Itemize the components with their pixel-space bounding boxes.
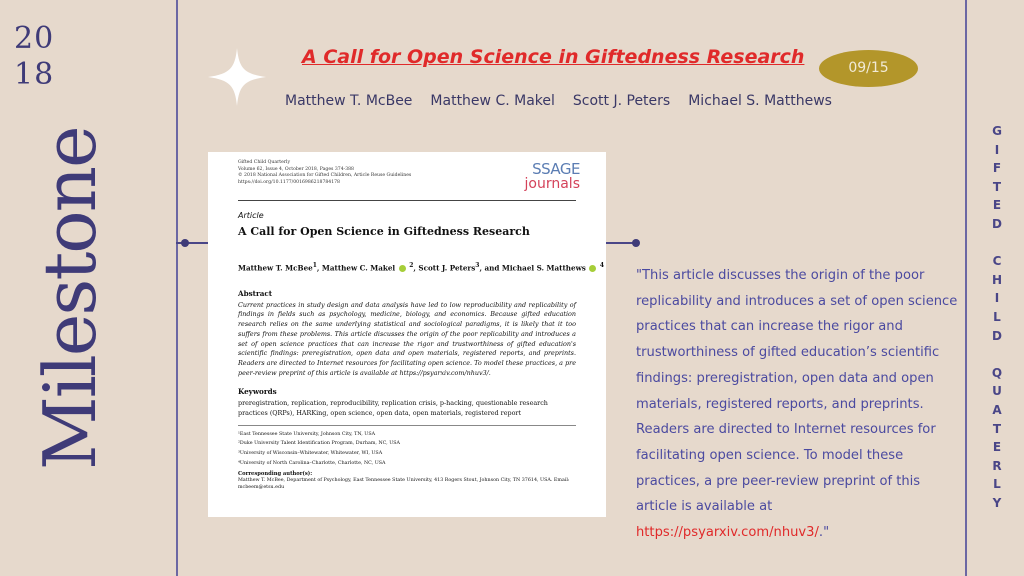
left-connector-dot [181, 239, 189, 247]
quote-text: "This article discusses the origin of the poor replicability and introduces a set of open science practices that can increase the rigor and trustworthiness of gifted education’s scientific findings: preregistration, open data and open materials, registered reports, and preprints. Readers are directed to Internet resources for facilitating open science. To model these practices, a pre peer-review preprint of this article is available at [636, 268, 958, 515]
sage-logo-top: SSAGE [532, 160, 580, 178]
paper-authors [238, 262, 605, 273]
side-title-letter: L [993, 309, 1001, 324]
side-title-gap [990, 345, 1004, 364]
side-title-gap [990, 234, 1004, 253]
paper-divider [238, 425, 576, 426]
right-connector-dot [632, 239, 640, 247]
side-title-letter: I [994, 291, 1000, 306]
side-title-letter: L [993, 477, 1001, 492]
side-title-letter: G [992, 124, 1002, 138]
paper-doi: https://doi.org/10.1177/0016986218784178 [238, 179, 340, 185]
sage-logo-bottom: journals [524, 176, 580, 192]
paper-author: , Scott J. Peters [413, 263, 476, 273]
paper-author: Matthew T. McBee [238, 263, 313, 273]
year-bottom: 18 [14, 57, 55, 92]
side-title-letter: T [992, 179, 1002, 194]
paper-author-sup: 1 [312, 262, 317, 270]
side-title-letter: T [992, 421, 1002, 436]
paper-abstract-heading: Abstract [238, 288, 273, 298]
side-title-letter: U [992, 384, 1002, 399]
article-title: A Call for Open Science in Giftedness Research [302, 46, 805, 68]
side-title-letter: C [992, 254, 1002, 269]
paper-volume: Volume 62, Issue 4, October 2018, Pages 374-388 [238, 166, 354, 172]
paper-journal: Gifted Child Quarterly [238, 160, 291, 165]
side-title-letter: R [992, 458, 1002, 473]
author-name: Matthew T. McBee [285, 93, 413, 109]
paper-divider [238, 200, 576, 201]
paper-author: , Matthew C. Makel [316, 263, 396, 273]
paper-affiliation: ⁴University of North Carolina–Charlotte, Charlotte, NC, USA [238, 460, 386, 466]
paper-screenshot [208, 152, 606, 517]
right-border-line [965, 0, 967, 576]
paper-author-sup: 3 [475, 262, 480, 270]
side-title-letter: F [992, 161, 1002, 176]
milestone-vertical-title: Milestone [28, 127, 112, 470]
paper-affiliation: ²Duke University Talent Identification Program, Durham, NC, USA [238, 441, 401, 447]
abstract-quote [636, 263, 964, 546]
side-title-letter: E [992, 198, 1002, 213]
paper-affiliations [238, 430, 576, 468]
paper-copyright: © 2018 National Association for Gifted Children, Article Reuse Guidelines [238, 173, 412, 179]
quote-end: ." [818, 525, 830, 541]
year-top: 20 [14, 21, 55, 56]
paper-abstract: Current practices in study design and data analysis have led to low reproducibility and replicability of findings in fields such as psychology, medicine, biology, and economics. Because gifted education research relies on the same underlying statistical and sociological paradigms, it is likely that it too suffers from these problems. This article discusses the origin of the poor replicability and introduces a set of open science practices that can increase the rigor and trustworthiness of gifted education's scientific findings: preregistration, open data and open materials, registered reports, and preprints. Readers are directed to Internet resources for facilitating open science. To model these practices, a pre peer-review preprint of this article is available at https://psyarxiv.com/nhuv3/. [238, 300, 576, 377]
preprint-link[interactable]: https://psyarxiv.com/nhuv3/ [636, 525, 819, 541]
paper-affiliation: ³University of Wisconsin–Whitewater, Whitewater, WI, USA [238, 450, 383, 456]
sage-journals-logo [525, 162, 580, 192]
paper-author-sup: 4 [599, 262, 605, 270]
paper-title: A Call for Open Science in Giftedness Research [238, 225, 530, 239]
sparkle-star-icon [206, 46, 268, 108]
author-name: Michael S. Matthews [688, 93, 832, 109]
left-border-line [176, 0, 178, 576]
orcid-icon [589, 265, 596, 272]
paper-corresponding: Matthew T. McBee, Department of Psychology, East Tennessee State University, 413 Rogers Stout, Johnson City, TN 37614, USA. Email: mcbeem@etsu.edu [238, 478, 570, 491]
author-name: Scott J. Peters [572, 93, 671, 109]
author-list [285, 93, 832, 109]
side-title-letter: Y [992, 495, 1002, 510]
side-title-letter: Q [991, 365, 1003, 380]
paper-keywords: preregistration, replication, reproducibility, replication crisis, p-hacking, questionable research practices (QRPs), HARKing, open science, open data, open materials, registered report [238, 399, 548, 418]
side-title-letter: D [992, 216, 1002, 231]
side-title-letter: E [992, 440, 1002, 455]
paper-keywords-heading: Keywords [238, 387, 277, 397]
paper-corresponding-heading: Corresponding author(s): [238, 471, 313, 478]
side-title-letter: A [992, 402, 1002, 417]
side-title-letter: H [991, 272, 1003, 287]
author-name: Matthew C. Makel [430, 93, 555, 109]
journal-vertical-title [990, 122, 1004, 512]
side-title-letter: D [992, 328, 1002, 343]
paper-author-sup: 2 [409, 262, 414, 270]
paper-affiliation: ¹East Tennessee State University, Johnson City, TN, USA [238, 431, 376, 437]
side-title-letter: I [994, 142, 1000, 157]
paper-section-label: Article [238, 211, 264, 221]
orcid-icon [399, 265, 406, 272]
page-badge: 09/15 [819, 50, 918, 87]
paper-author: , and Michael S. Matthews [479, 263, 586, 273]
